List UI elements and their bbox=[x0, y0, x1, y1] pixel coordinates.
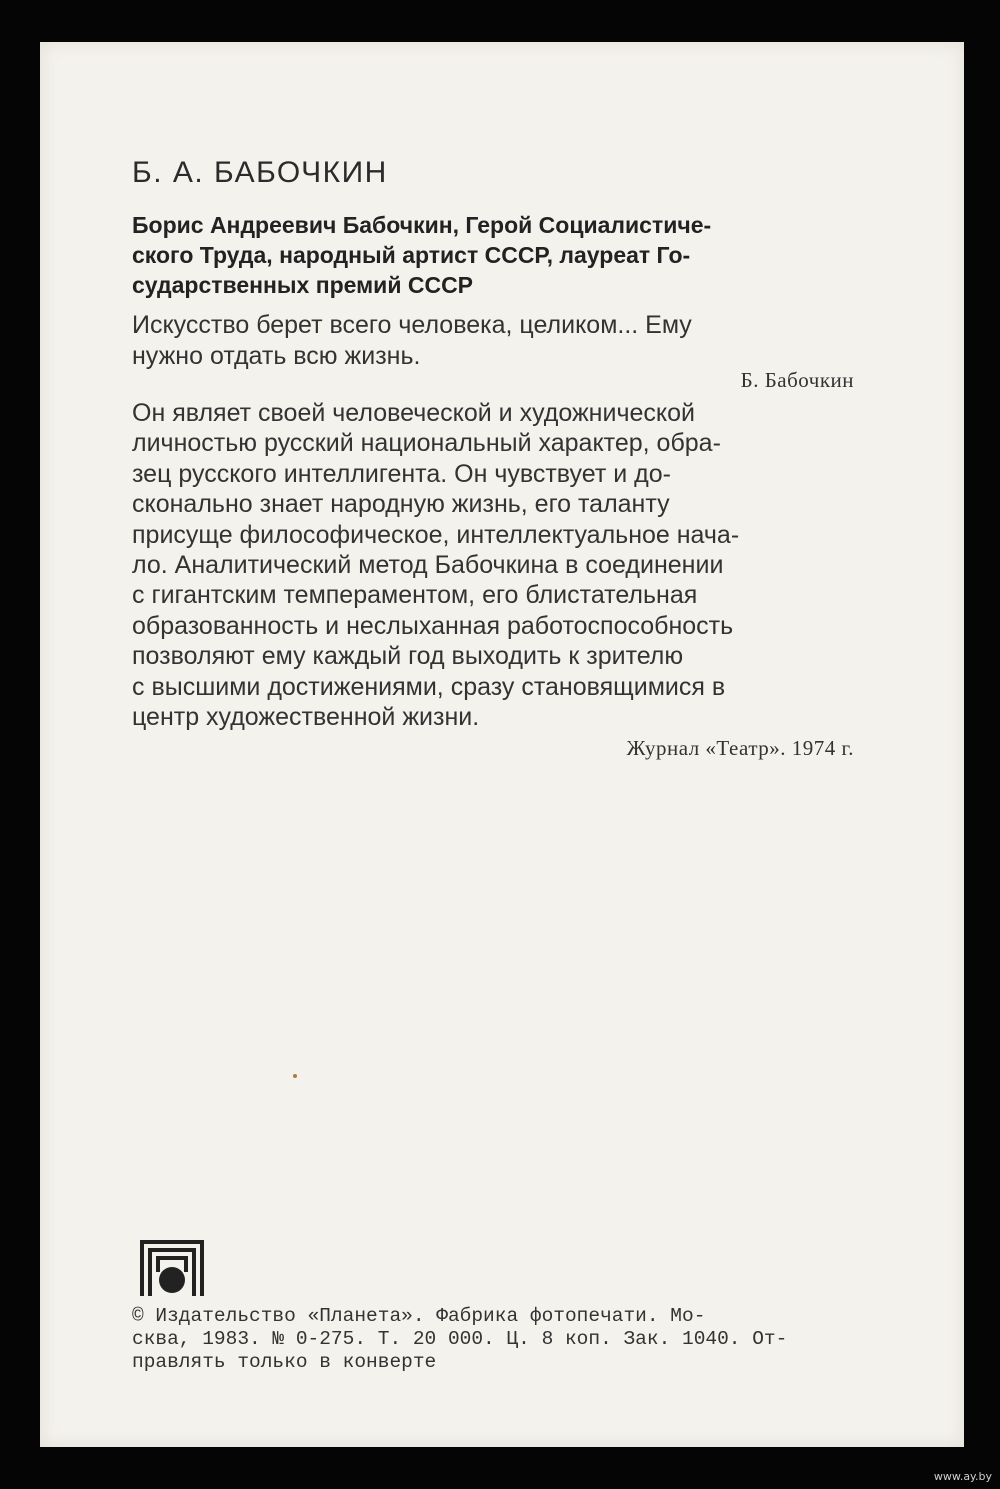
body-line: личностью русский национальный характер, обра- bbox=[132, 429, 721, 458]
body-line: ло. Аналитический метод Бабочкина в соединении bbox=[132, 551, 724, 580]
body-line: с гигантским темпераментом, его блистательная bbox=[132, 581, 698, 610]
imprint-text bbox=[132, 1305, 872, 1374]
body-line: Он являет своей человеческой и художнической bbox=[132, 399, 695, 427]
body-line: центр художественной жизни. bbox=[132, 703, 480, 732]
honors-line: ского Труда, народный артист СССР, лауреат Го- bbox=[132, 242, 691, 268]
quote-text bbox=[132, 310, 852, 372]
quote-author: Б. Бабочкин bbox=[740, 368, 854, 392]
imprint-line: © Издательство «Планета». Фабрика фотопечати. Мо- bbox=[132, 1305, 706, 1327]
body-line: присуще философическое, интеллектуальное нача- bbox=[132, 520, 740, 549]
body-line: с высшими достижениями, сразу становящимися в bbox=[132, 672, 726, 701]
body-text bbox=[132, 398, 852, 732]
source-citation: Журнал «Театр». 1974 г. bbox=[626, 736, 854, 760]
body-line: позволяют ему каждый год выходить к зрителю bbox=[132, 642, 684, 671]
publisher-logo-icon bbox=[138, 1236, 206, 1298]
imprint-line: сква, 1983. № 0-275. Т. 20 000. Ц. 8 коп. Зак. 1040. От- bbox=[132, 1328, 788, 1350]
paper-speck bbox=[293, 1074, 297, 1078]
body-line: зец русского интеллигента. Он чувствует и до- bbox=[132, 459, 671, 488]
body-line: сконально знает народную жизнь, его таланту bbox=[132, 490, 670, 519]
quote-line: Искусство берет всего человека, целиком... Ему bbox=[132, 311, 692, 339]
postcard-back bbox=[40, 42, 964, 1447]
imprint-line: правлять только в конверте bbox=[132, 1351, 437, 1373]
honors-line: Борис Андреевич Бабочкин, Герой Социалистиче- bbox=[132, 212, 712, 238]
body-line: образованность и неслыханная работоспособность bbox=[132, 611, 734, 640]
honors-line: сударственных премий СССР bbox=[132, 272, 474, 298]
honors-text bbox=[132, 210, 852, 300]
card-name: Б. А. БАБОЧКИН bbox=[132, 156, 388, 189]
watermark: www.ay.by bbox=[933, 1470, 992, 1483]
quote-line: нужно отдать всю жизнь. bbox=[132, 342, 421, 370]
